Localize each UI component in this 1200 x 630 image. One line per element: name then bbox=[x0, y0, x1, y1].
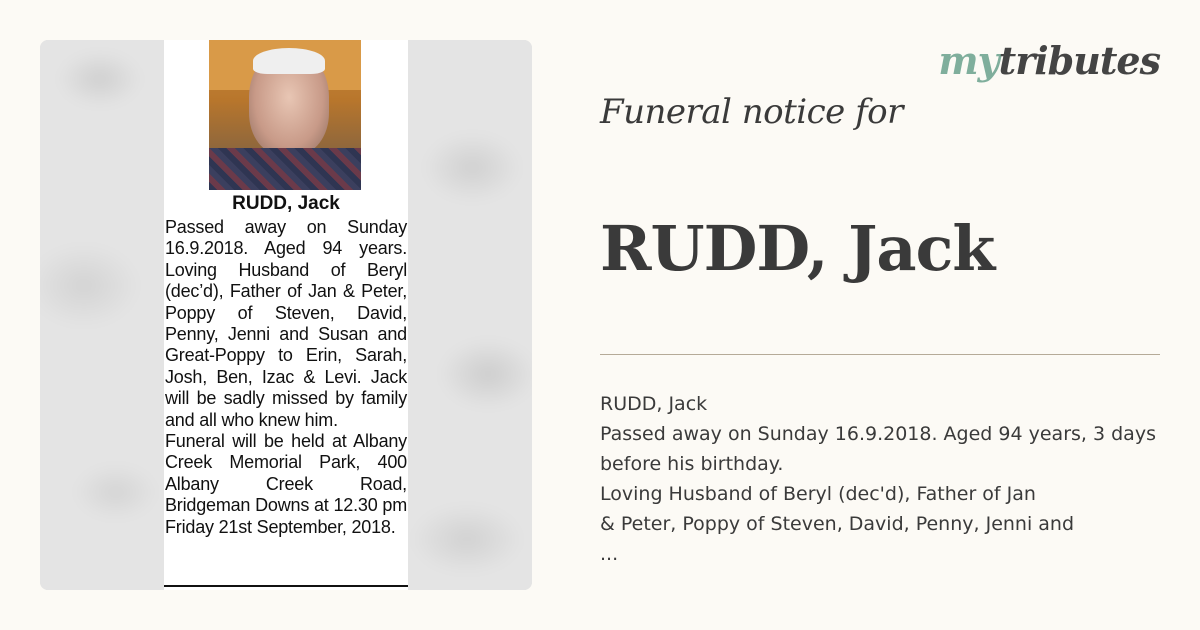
notice-image-panel bbox=[40, 40, 532, 590]
clipping-text bbox=[165, 217, 407, 538]
logo-my: my bbox=[938, 38, 999, 83]
divider bbox=[600, 354, 1160, 355]
summary-line: before his birthday. bbox=[600, 453, 784, 475]
deceased-name: RUDD, Jack bbox=[600, 212, 995, 285]
portrait-photo bbox=[209, 40, 361, 190]
notice-summary bbox=[600, 389, 1165, 569]
clipping-paragraph-1: Passed away on Sunday 16.9.2018. Aged 94 years. Loving Husband of Beryl (dec’d), Father of Jan & Peter, Poppy of Steven, David, Penny, Jenni and Susan and Great-Poppy to Erin, Sarah, Josh, Ben, Izac & Levi. Jack will be sadly missed by family and all who knew him. bbox=[165, 217, 407, 430]
clipping-name: RUDD, Jack bbox=[232, 193, 340, 214]
page-subtitle: Funeral notice for bbox=[600, 92, 903, 132]
summary-line: Passed away on Sunday 16.9.2018. Aged 94 years, 3 days bbox=[600, 423, 1156, 445]
summary-line: Loving Husband of Beryl (dec'd), Father of Jan bbox=[600, 483, 1036, 505]
summary-line: RUDD, Jack bbox=[600, 393, 708, 415]
summary-line: & Peter, Poppy of Steven, David, Penny, Jenni and bbox=[600, 513, 1075, 535]
logo-tributes: tributes bbox=[998, 38, 1160, 83]
newspaper-clipping bbox=[164, 40, 408, 590]
clipping-paragraph-2: Funeral will be held at Albany Creek Memorial Park, 400 Albany Creek Road, Bridgeman Downs at 12.30 pm Friday 21st September, 2018. bbox=[165, 431, 407, 537]
summary-ellipsis: ... bbox=[600, 543, 619, 565]
mytributes-logo[interactable] bbox=[938, 38, 1160, 83]
clipping-rule bbox=[164, 585, 408, 587]
